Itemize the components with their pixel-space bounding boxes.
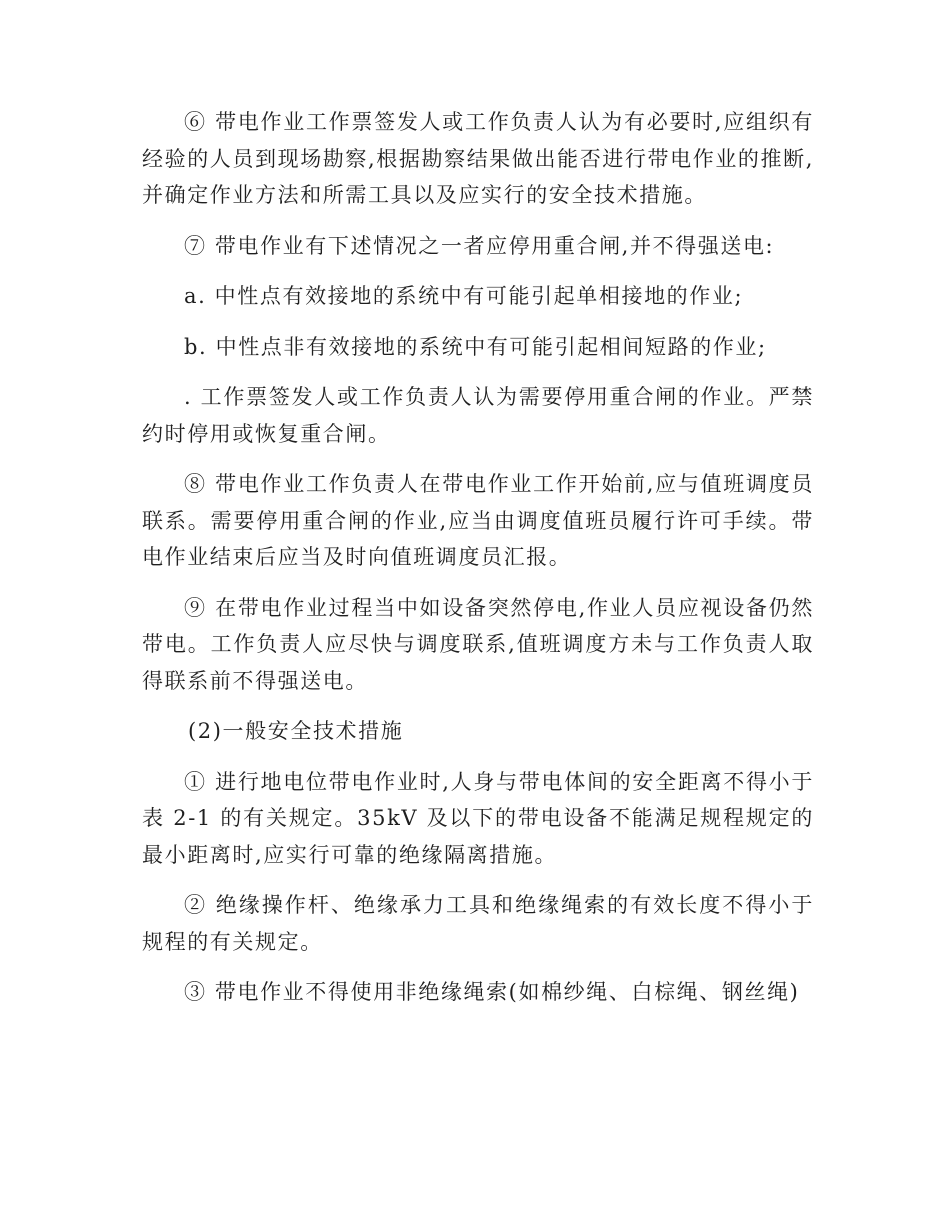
document-body <box>142 104 814 1025</box>
paragraph-item-8: ⑧ 带电作业工作负责人在带电作业工作开始前,应与值班调度员联系。需要停用重合闸的作业,应当由调度值班员履行许可手续。带电作业结束后应当及时向值班调度员汇报。 <box>142 472 814 569</box>
paragraph-item-s2-1: ① 进行地电位带电作业时,人身与带电体间的安全距离不得小于表 2-1 的有关规定。35kV 及以下的带电设备不能满足规程规定的最小距离时,应实行可靠的绝缘隔离措施。 <box>142 769 814 867</box>
paragraph-item-7a: a. 中性点有效接地的系统中有可能引起单相接地的作业; <box>184 284 744 308</box>
paragraph-item-s2-3: ③ 带电作业不得使用非绝缘绳索(如棉纱绳、白棕绳、钢丝绳) <box>184 980 800 1004</box>
paragraph-item-9: ⑨ 在带电作业过程当中如设备突然停电,作业人员应视设备仍然带电。工作负责人应尽快与调度联系,值班调度方未与工作负责人取得联系前不得强送电。 <box>142 595 814 693</box>
paragraph-item-7: ⑦ 带电作业有下述情况之一者应停用重合闸,并不得强送电: <box>184 233 775 258</box>
section-heading-general-safety: (2)一般安全技术措施 <box>188 719 404 743</box>
paragraph-item-s2-2: ② 绝缘操作杆、绝缘承力工具和绝缘绳索的有效长度不得小于规程的有关规定。 <box>142 893 814 954</box>
paragraph-item-7c: . 工作票签发人或工作负责人认为需要停用重合闸的作业。严禁约时停用或恢复重合闸。 <box>142 385 814 446</box>
paragraph-item-6: ⑥ 带电作业工作票签发人或工作负责人认为有必要时,应组织有经验的人员到现场勘察,根据勘察结果做出能否进行带电作业的推断,并确定作业方法和所需工具以及应实行的安全技术措施。 <box>142 110 814 207</box>
paragraph-item-7b: b. 中性点非有效接地的系统中有可能引起相间短路的作业; <box>184 334 767 359</box>
